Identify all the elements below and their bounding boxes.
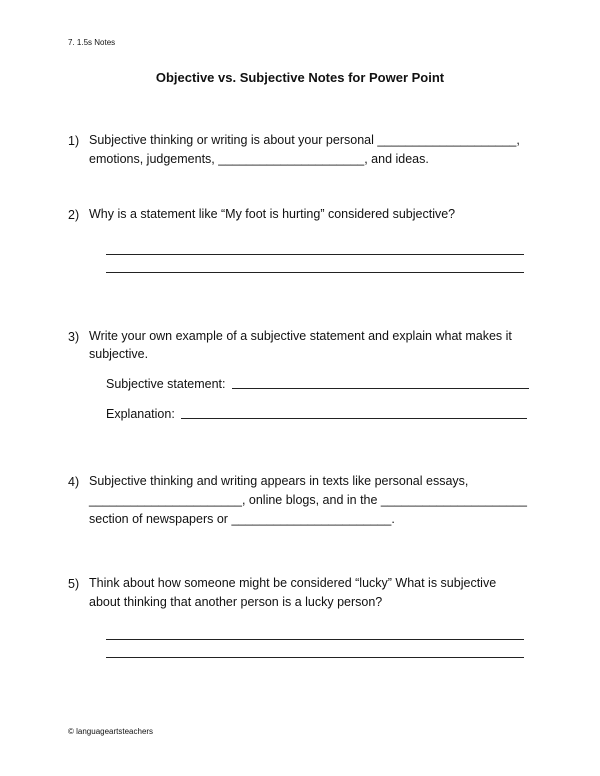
page-header-label: 7. 1.5s Notes — [68, 38, 116, 47]
copyright-footer: © languageartsteachers — [68, 727, 154, 736]
question-4-number: 4) — [68, 475, 80, 489]
question-3-line-2: subjective. — [89, 347, 149, 361]
question-4-line-1: Subjective thinking and writing appears in texts like personal essays, — [89, 474, 469, 488]
question-5-number: 5) — [68, 577, 80, 591]
question-5-line-1: Think about how someone might be considered “lucky” What is subjective — [89, 576, 497, 590]
subjective-statement-answer-line[interactable] — [232, 388, 529, 389]
subjective-statement-label: Subjective statement: — [106, 377, 226, 391]
question-5-line-2: about thinking that another person is a lucky person? — [89, 595, 383, 609]
question-3-line-1: Write your own example of a subjective statement and explain what makes it — [89, 329, 512, 343]
question-1-number: 1) — [68, 134, 80, 148]
question-2-line-1: Why is a statement like “My foot is hurting” considered subjective? — [89, 207, 456, 221]
question-2-number: 2) — [68, 208, 80, 222]
question-1-line-2: emotions, judgements, _____________________, and ideas. — [89, 152, 429, 166]
explanation-answer-line[interactable] — [181, 418, 527, 419]
question-2-answer-line-1[interactable] — [106, 254, 524, 255]
explanation-label: Explanation: — [106, 407, 175, 421]
question-5-answer-line-1[interactable] — [106, 639, 524, 640]
page-title: Objective vs. Subjective Notes for Power Point — [155, 70, 445, 85]
question-4-line-3: section of newspapers or _______________________. — [89, 512, 395, 526]
question-4-line-2: ______________________, online blogs, and in the _____________________ — [89, 493, 527, 507]
question-1-line-1: Subjective thinking or writing is about your personal ____________________, — [89, 133, 520, 147]
question-3-number: 3) — [68, 330, 80, 344]
question-2-answer-line-2[interactable] — [106, 272, 524, 273]
question-5-answer-line-2[interactable] — [106, 657, 524, 658]
